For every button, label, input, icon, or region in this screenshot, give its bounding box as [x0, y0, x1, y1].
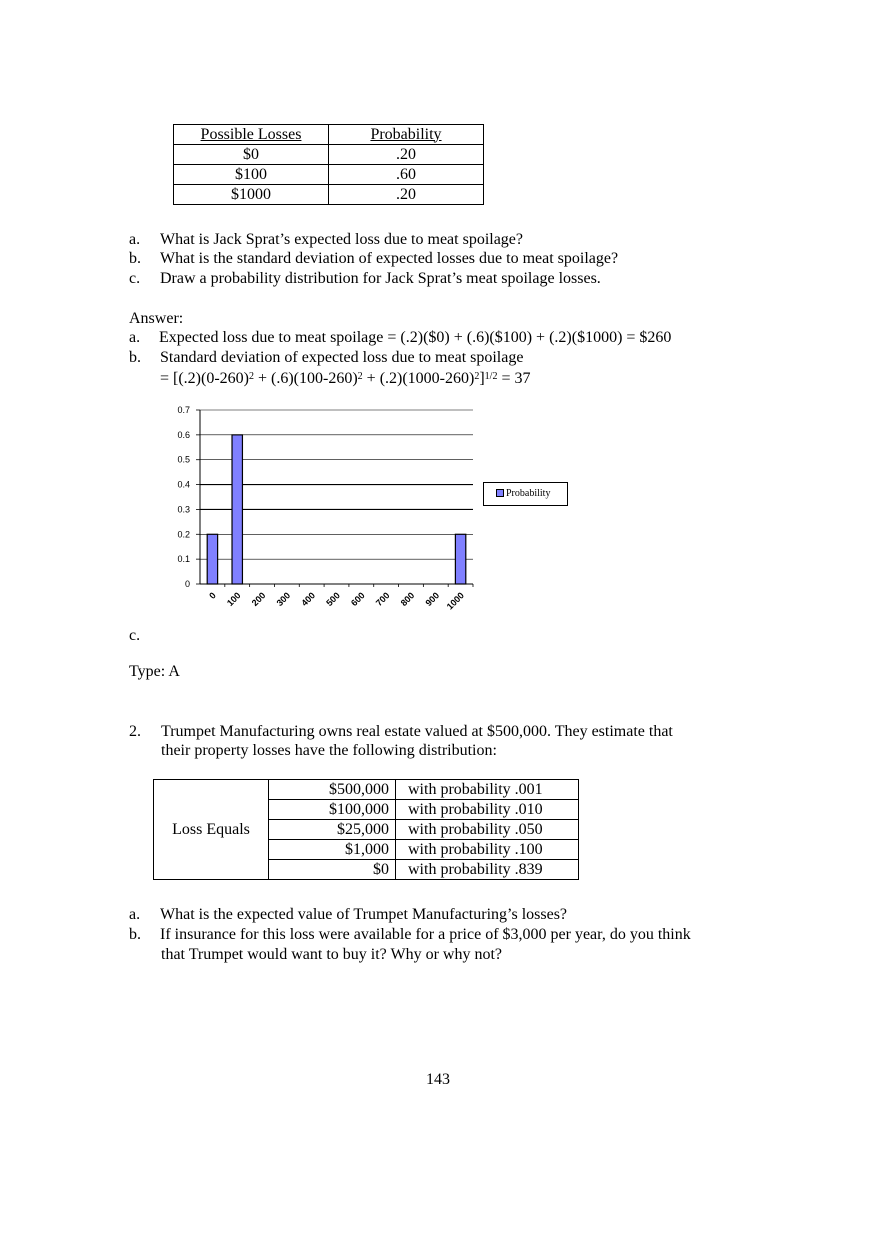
loss-distribution-table	[153, 779, 579, 880]
y-tick-label: 0.1	[177, 554, 190, 565]
x-tick-label: 600	[349, 590, 367, 609]
table-cell: .60	[329, 165, 484, 185]
question-text: Draw a probability distribution for Jack Sprat’s meat spoilage losses.	[160, 270, 601, 287]
table-cell: .20	[329, 145, 484, 165]
formula-exponent: 2	[249, 371, 254, 382]
table-header-cell: Possible Losses	[174, 125, 329, 145]
loss-probability: with probability .010	[396, 800, 579, 820]
table-header-row	[174, 125, 484, 145]
formula-exponent: 2	[474, 371, 480, 382]
question-text: What is the expected value of Trumpet Manufacturing’s losses?	[160, 906, 568, 923]
question-label: c.	[129, 270, 141, 287]
answer-label: a.	[129, 329, 141, 346]
x-tick-label: 300	[274, 590, 293, 609]
table-cell: $0	[174, 145, 329, 165]
chart-legend	[483, 482, 568, 506]
answer-heading: Answer:	[129, 310, 184, 327]
loss-amount: $1,000	[269, 840, 396, 860]
y-tick-label: 0.5	[177, 454, 190, 465]
x-tick-label: 200	[249, 590, 268, 609]
loss-probability: with probability .839	[396, 860, 579, 880]
answer-label: b.	[129, 349, 141, 366]
answer-text: Expected loss due to meat spoilage = (.2)($0) + (.6)($100) + (.2)($1000) = $260	[159, 329, 672, 346]
question-label: b.	[129, 250, 141, 267]
loss-probability-table	[173, 124, 484, 205]
table-row	[174, 145, 484, 165]
question2-b-line2: that Trumpet would want to buy it? Why or why not?	[161, 946, 503, 963]
question-label: a.	[129, 231, 141, 248]
question-label: a.	[129, 906, 141, 923]
x-tick-label: 900	[423, 590, 442, 609]
question-2-line2: their property losses have the following distribution:	[161, 742, 497, 759]
loss-amount: $0	[269, 860, 396, 880]
x-tick-label: 500	[324, 590, 342, 609]
std-dev-formula	[160, 369, 530, 389]
loss-amount: $25,000	[269, 820, 396, 840]
question-type: Type: A	[129, 663, 180, 680]
bar	[207, 534, 217, 584]
loss-probability: with probability .001	[396, 780, 579, 800]
table-row	[174, 165, 484, 185]
question-label: b.	[129, 926, 141, 943]
table-cell: $1000	[174, 185, 329, 205]
question-text: Trumpet Manufacturing owns real estate valued at $500,000. They estimate that	[161, 723, 673, 740]
y-tick-label: 0	[184, 579, 190, 589]
table-cell: .20	[329, 185, 484, 205]
loss-amount: $100,000	[269, 800, 396, 820]
x-tick-label: 1000	[444, 590, 467, 612]
bar	[232, 435, 242, 584]
loss-equals-label: Loss Equals	[154, 780, 269, 880]
y-tick-label: 0.7	[177, 405, 190, 415]
formula-exponent: 2	[357, 371, 363, 382]
formula-part: = 37	[501, 370, 531, 387]
answer-text: Standard deviation of expected loss due to meat spoilage	[160, 349, 524, 366]
loss-probability: with probability .050	[396, 820, 579, 840]
y-tick-label: 0.4	[177, 479, 190, 490]
formula-part: ]	[479, 370, 485, 387]
question-text: If insurance for this loss were available for a price of $3,000 per year, do you think	[160, 926, 691, 943]
bar	[455, 534, 465, 584]
x-tick-label: 400	[299, 590, 318, 609]
x-tick-label: 800	[398, 590, 417, 609]
x-tick-label: 100	[224, 590, 243, 609]
formula-part: + (.2)(1000-260)	[366, 370, 475, 387]
answer-c-label: c.	[129, 627, 141, 644]
y-tick-label: 0.6	[177, 429, 190, 440]
legend-swatch	[496, 489, 504, 497]
table-row	[174, 185, 484, 205]
y-tick-label: 0.2	[177, 529, 190, 540]
legend-label: Probability	[506, 488, 551, 499]
question-text: What is Jack Sprat’s expected loss due to meat spoilage?	[160, 231, 524, 248]
probability-bar-chart	[160, 400, 580, 630]
page-number: 143	[426, 1071, 450, 1088]
loss-probability: with probability .100	[396, 840, 579, 860]
loss-amount: $500,000	[269, 780, 396, 800]
formula-part: + (.6)(100-260)	[258, 370, 358, 387]
y-tick-label: 0.3	[177, 504, 190, 515]
table-header-cell: Probability	[329, 125, 484, 145]
table-row	[154, 780, 579, 800]
formula-part: = [(.2)(0-260)	[160, 370, 249, 387]
question-number: 2.	[129, 723, 141, 740]
x-tick-label: 700	[373, 590, 392, 609]
table-cell: $100	[174, 165, 329, 185]
formula-exponent: 1/2	[484, 371, 498, 382]
question-text: What is the standard deviation of expected losses due to meat spoilage?	[160, 250, 619, 267]
x-tick-label: 0	[207, 590, 218, 601]
